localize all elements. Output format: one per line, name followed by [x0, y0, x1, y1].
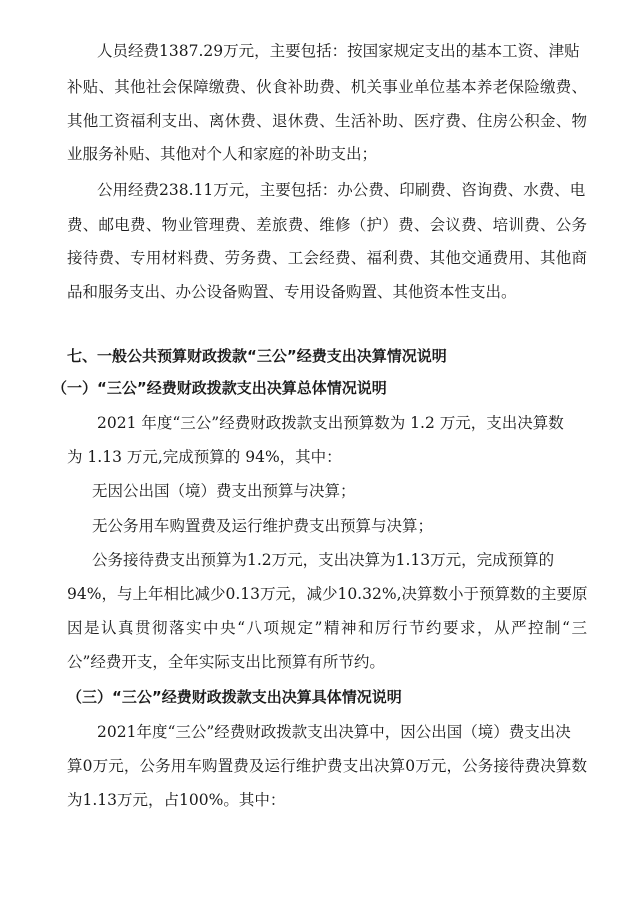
- personnel-line-1: 人员经费1387.29万元，主要包括：按国家规定支出的基本工资、津贴: [97, 42, 580, 60]
- personnel-line-3: 其他工资福利支出、离休费、退休费、生活补助、医疗费、住房公积金、物: [67, 112, 587, 130]
- public-line-4: 品和服务支出、办公设备购置、专用设备购置、其他资本性支出。: [67, 283, 517, 301]
- reception-line-3: 因是认真贯彻落实中央“八项规定”精神和厉行节约要求，从严控制“三: [67, 619, 587, 637]
- detail-line-1: 2021年度“三公”经费财政拨款支出决算中，因公出国（境）费支出决: [97, 723, 571, 741]
- detail-line-3: 为1.13万元，占100%。其中：: [67, 791, 286, 809]
- public-line-2: 费、邮电费、物业管理费、差旅费、维修（护）费、会议费、培训费、公务: [67, 216, 587, 234]
- overall-line-2: 为 1.13 万元,完成预算的 94%，其中：: [67, 448, 342, 466]
- personnel-line-4: 业服务补贴、其他对个人和家庭的补助支出；: [67, 145, 378, 163]
- sub1-title: （一）“三公”经费财政拨款支出决算总体情况说明: [52, 379, 387, 397]
- personnel-line-2: 补贴、其他社会保障缴费、伙食补助费、机关事业单位基本养老保险缴费、: [67, 78, 587, 96]
- reception-line-1: 公务接待费支出预算为1.2万元，支出决算为1.13万元，完成预算的: [92, 551, 555, 569]
- public-line-1: 公用经费238.11万元，主要包括：办公费、印刷费、咨询费、水费、电: [97, 181, 586, 199]
- reception-line-2: 94%，与上年相比减少0.13万元，减少10.32%,决算数小于预算数的主要原: [67, 585, 588, 603]
- section7-title: 七、一般公共预算财政拨款“三公”经费支出决算情况说明: [67, 347, 447, 365]
- detail-line-2: 算0万元，公务用车购置费及运行维护费支出决算0万元，公务接待费决算数: [67, 757, 587, 775]
- reception-line-4: 公”经费开支，全年实际支出比预算有所节约。: [67, 653, 385, 671]
- overall-line-1: 2021 年度“三公”经费财政拨款支出预算数为 1.2 万元，支出决算数: [97, 414, 564, 432]
- public-line-3: 接待费、专用材料费、劳务费、工会经费、福利费、其他交通费用、其他商: [67, 249, 587, 267]
- item-vehicle: 无公务用车购置费及运行维护费支出预算与决算；: [92, 517, 434, 535]
- item-abroad: 无因公出国（境）费支出预算与决算；: [92, 482, 356, 500]
- sub3-title: （三）“三公”经费财政拨款支出决算具体情况说明: [67, 688, 402, 706]
